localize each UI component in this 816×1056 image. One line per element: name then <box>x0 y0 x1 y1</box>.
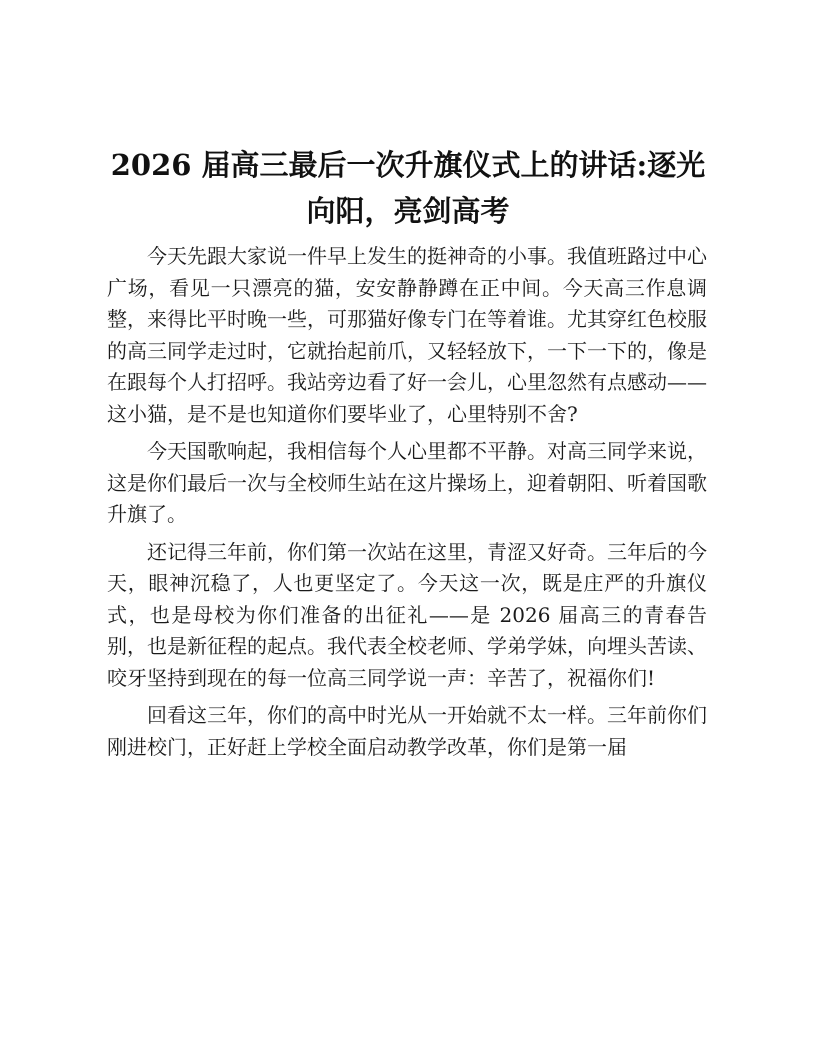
paragraph: 今天先跟大家说一件早上发生的挺神奇的小事。我值班路过中心广场，看见一只漂亮的猫，安安静静蹲在正中间。今天高三作息调整，来得比平时晚一些，可那猫好像专门在等着谁。尤其穿红色校服的高三同学走过时，它就抬起前爪，又轻轻放下，一下一下的，像是在跟每个人打招呼。我站旁边看了好一会儿，心里忽然有点感动——这小猫，是不是也知道你们要毕业了，心里特别不舍? <box>107 244 707 426</box>
paragraph: 今天国歌响起，我相信每个人心里都不平静。对高三同学来说，这是你们最后一次与全校师生站在这片操场上，迎着朝阳、听着国歌升旗了。 <box>107 439 707 526</box>
paragraph: 还记得三年前，你们第一次站在这里，青涩又好奇。三年后的今天，眼神沉稳了，人也更坚定了。今天这一次，既是庄严的升旗仪式，也是母校为你们准备的出征礼——是 2026 届高三的青春告别，也是新征程的起点。我代表全校老师、学弟学妹，向埋头苦读、咬牙坚持到现在的每一位高三同学说一声：辛苦了，祝福你们! <box>107 539 707 690</box>
paragraph: 回看这三年，你们的高中时光从一开始就不太一样。三年前你们刚进校门，正好赶上学校全面启动教学改革，你们是第一届 <box>107 703 707 759</box>
document-title: 2026 届高三最后一次升旗仪式上的讲话:逐光向阳，亮剑高考 <box>110 148 706 228</box>
document-body <box>107 241 707 769</box>
